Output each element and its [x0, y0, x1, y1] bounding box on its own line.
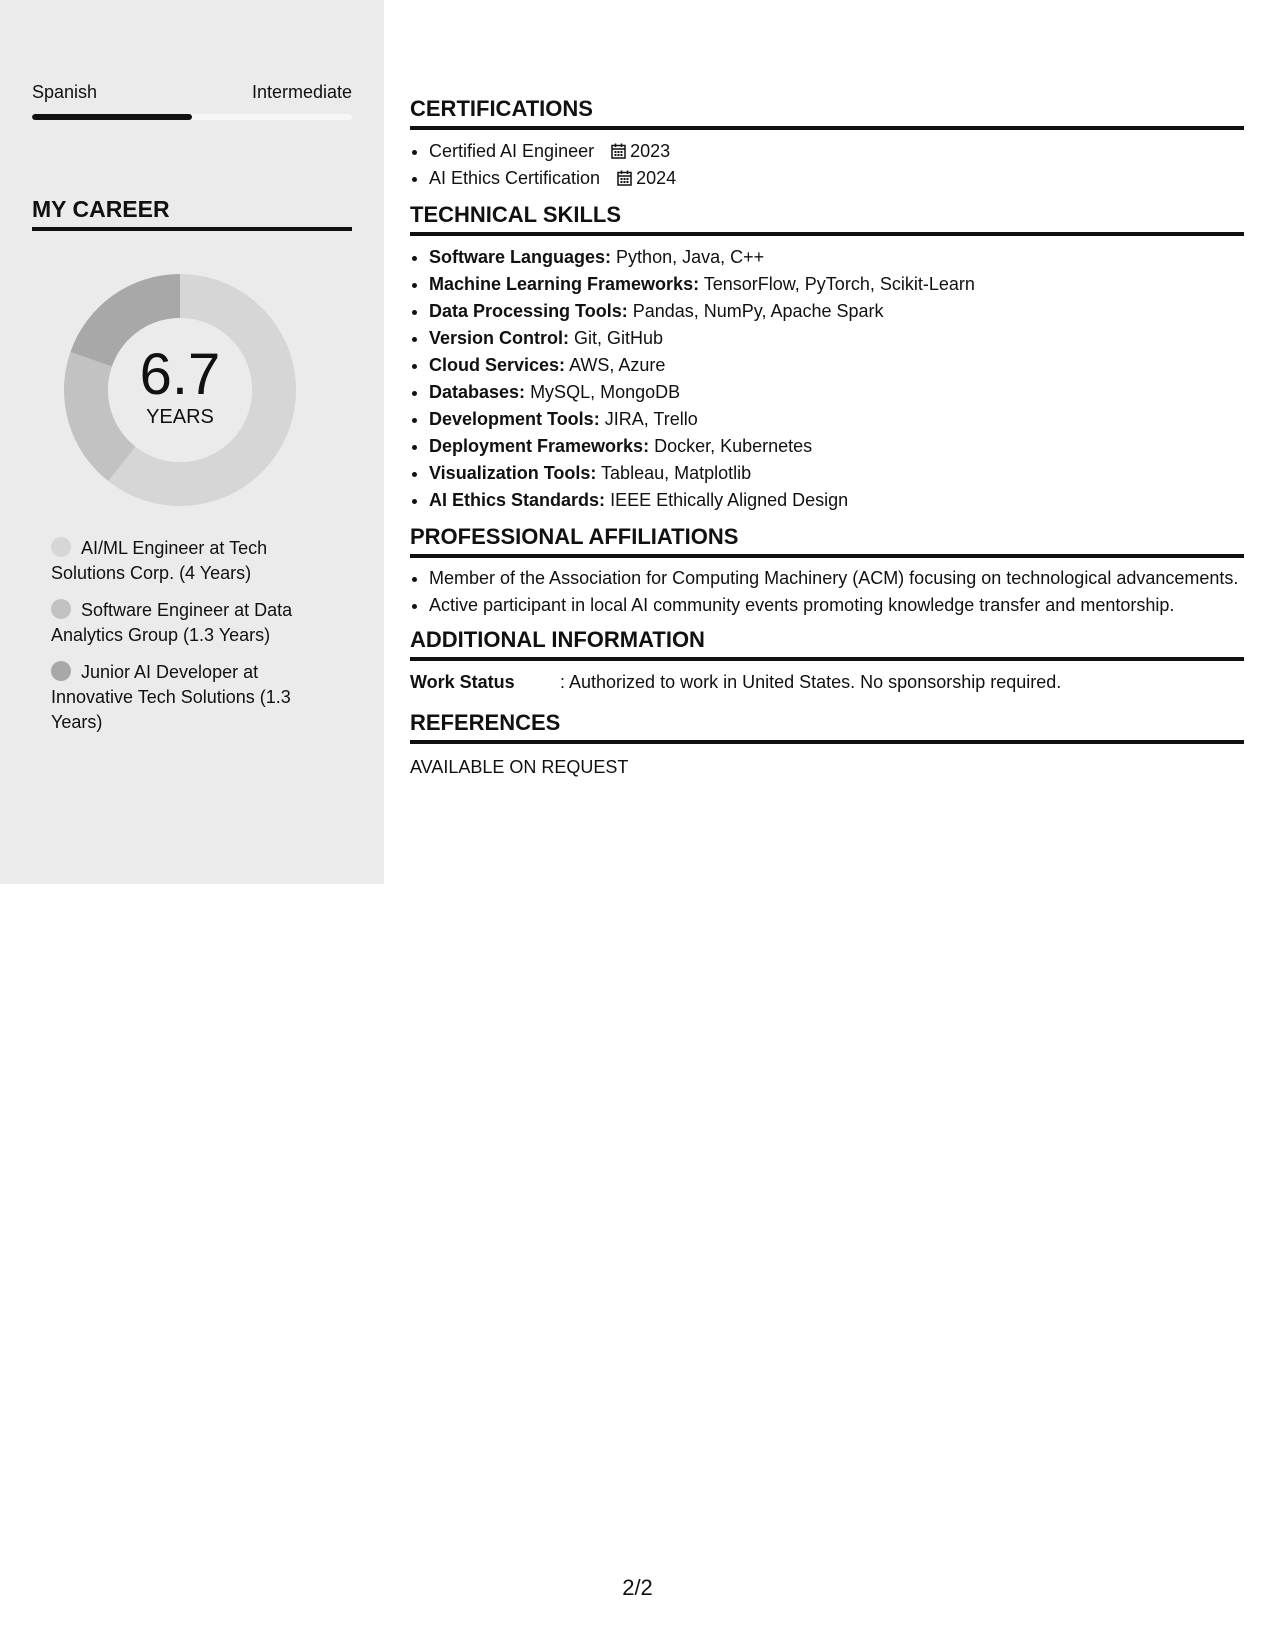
career-total-value: 6.7 [139, 341, 221, 407]
certification-item [429, 138, 1244, 165]
calendar-icon [611, 143, 626, 159]
references-section [410, 710, 1244, 781]
affiliations-list [410, 566, 1244, 617]
calendar-icon [617, 170, 632, 186]
page-number: 2/2 [622, 1575, 653, 1600]
skill-value: Docker, Kubernetes [654, 436, 813, 456]
career-item [51, 598, 341, 648]
certification-name: Certified AI Engineer [429, 141, 595, 161]
skill-label: Cloud Services: [429, 355, 566, 375]
skill-label: Data Processing Tools: [429, 301, 628, 321]
skill-label: Deployment Frameworks: [429, 436, 650, 456]
work-status-label: Work Status [410, 672, 515, 692]
certification-year: 2023 [630, 141, 671, 161]
skill-value: Tableau, Matplotlib [601, 463, 752, 483]
career-item [51, 536, 341, 586]
skill-item [429, 379, 1244, 406]
references-title: REFERENCES [410, 710, 1244, 744]
affiliations-title: PROFESSIONAL AFFILIATIONS [410, 524, 1244, 558]
career-item-text: AI/ML Engineer at Tech Solutions Corp. (4 Years) [51, 538, 268, 583]
skill-item [429, 487, 1244, 514]
skill-value: Git, GitHub [574, 328, 664, 348]
career-heading: MY CAREER [32, 196, 352, 231]
skill-item [429, 271, 1244, 298]
certifications-title: CERTIFICATIONS [410, 96, 1244, 130]
certifications-list [410, 138, 1244, 192]
skill-value: IEEE Ethically Aligned Design [610, 490, 849, 510]
language-name: Spanish [32, 82, 98, 102]
skill-item [429, 460, 1244, 487]
main-content [410, 96, 1244, 791]
additional-section [410, 627, 1244, 696]
affiliation-item: • Active participant in local AI community events promoting knowledge transfer and mentorship. [429, 593, 1244, 617]
skill-value: JIRA, Trello [604, 409, 698, 429]
language-proficiency-fill [32, 114, 192, 120]
certification-item [429, 165, 1244, 192]
language-row [32, 82, 352, 103]
career-dot [51, 537, 71, 557]
skill-value: TensorFlow, PyTorch, Scikit-Learn [703, 274, 975, 294]
skills-title: TECHNICAL SKILLS [410, 202, 1244, 236]
skill-label: Version Control: [429, 328, 570, 348]
career-donut-chart [64, 274, 296, 506]
skills-list [410, 244, 1244, 514]
skill-label: Databases: [429, 382, 526, 402]
skill-label: Development Tools: [429, 409, 600, 429]
skill-value: MySQL, MongoDB [530, 382, 681, 402]
sidebar [0, 0, 384, 884]
career-item-text: Junior AI Developer at Innovative Tech Solutions (1.3 Years) [51, 662, 291, 732]
skill-label: Software Languages: [429, 247, 612, 267]
skill-label: Machine Learning Frameworks: [429, 274, 700, 294]
skill-label: AI Ethics Standards: [429, 490, 606, 510]
skill-label: Visualization Tools: [429, 463, 597, 483]
skill-item [429, 244, 1244, 271]
work-status-value: : Authorized to work in United States. No sponsorship required. [560, 672, 1062, 692]
skill-item [429, 325, 1244, 352]
career-dot [51, 661, 71, 681]
skill-value: Pandas, NumPy, Apache Spark [632, 301, 884, 321]
additional-title: ADDITIONAL INFORMATION [410, 627, 1244, 661]
career-total-unit: YEARS [146, 405, 214, 428]
skill-item [429, 352, 1244, 379]
career-list [51, 536, 341, 747]
language-level: Intermediate [251, 82, 352, 102]
career-item [51, 660, 341, 735]
certifications-section [410, 96, 1244, 192]
affiliation-item: • Member of the Association for Computing Machinery (ACM) focusing on technological advancements. [429, 566, 1244, 590]
career-dot [51, 599, 71, 619]
certification-year: 2024 [636, 168, 677, 188]
certification-name: AI Ethics Certification [429, 168, 601, 188]
affiliations-section [410, 524, 1244, 617]
skill-item [429, 298, 1244, 325]
references-text: AVAILABLE ON REQUEST [410, 757, 629, 777]
skill-item [429, 406, 1244, 433]
career-item-text: Software Engineer at Data Analytics Group (1.3 Years) [51, 600, 293, 645]
language-proficiency-bar [32, 114, 352, 120]
work-status-row [410, 669, 1244, 696]
skill-item [429, 433, 1244, 460]
skill-value: AWS, Azure [569, 355, 666, 375]
skills-section [410, 202, 1244, 514]
skill-value: Python, Java, C++ [616, 247, 765, 267]
career-total [64, 274, 296, 506]
